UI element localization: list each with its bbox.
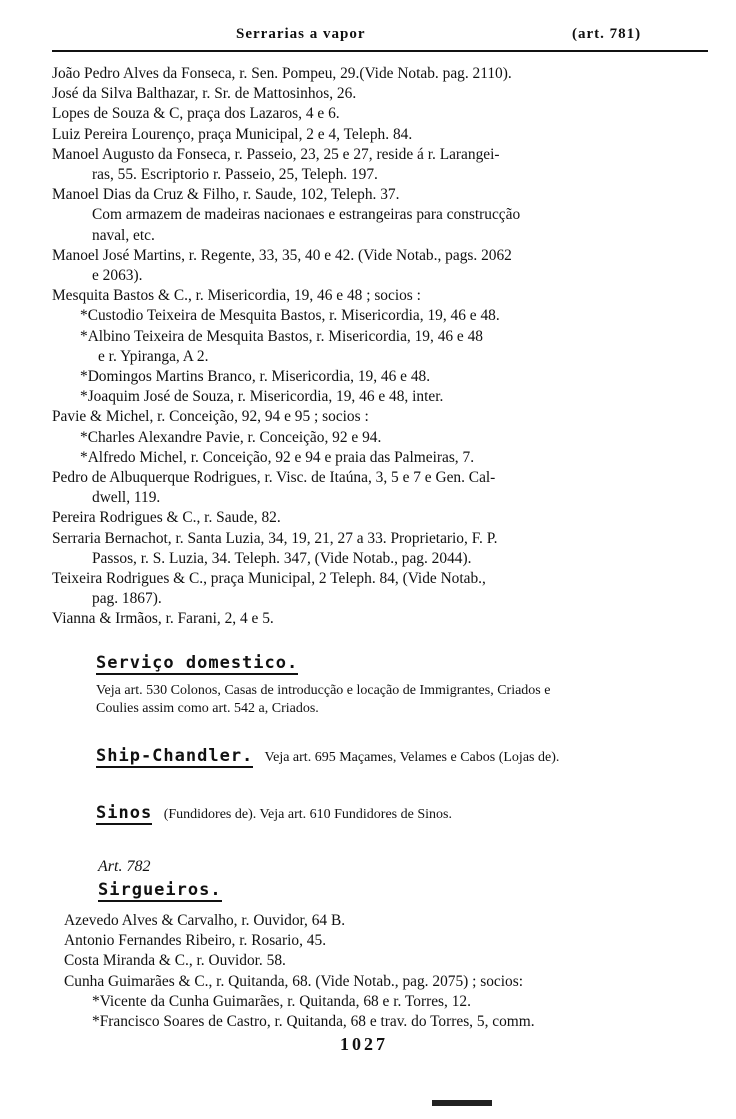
list-item: Manoel Augusto da Fonseca, r. Passeio, 23, 25 e 27, reside á r. Larangei- <box>52 145 500 163</box>
list-item: Vianna & Irmãos, r. Farani, 2, 4 e 5. <box>52 610 274 628</box>
list-item: Azevedo Alves & Carvalho, r. Ouvidor, 64 B. <box>64 912 346 929</box>
section-ship-chandler <box>96 746 559 768</box>
list-item-continuation: Passos, r. S. Luzia, 34. Teleph. 347, (Vide Notab., pag. 2044). <box>92 549 472 567</box>
list-item: Teixeira Rodrigues & C., praça Municipal, 2 Teleph. 84, (Vide Notab., <box>52 570 486 588</box>
partner-item: *Albino Teixeira de Mesquita Bastos, r. Misericordia, 19, 46 e 48 <box>80 327 483 345</box>
section-title: Serviço domestico. <box>96 653 299 673</box>
running-header-title: Serrarias a vapor <box>236 26 366 42</box>
cross-reference: Veja art. 695 Maçames, Velames e Cabos (Lojas de). <box>264 750 560 765</box>
partner-item: *Francisco Soares de Castro, r. Quitanda, 68 e trav. do Torres, 5, comm. <box>92 1013 535 1031</box>
list-item: Antonio Fernandes Ribeiro, r. Rosario, 45. <box>64 932 327 950</box>
list-item: Pedro de Albuquerque Rodrigues, r. Visc. de Itaúna, 3, 5 e 7 e Gen. Cal- <box>52 469 496 487</box>
section-servico-body <box>96 682 550 718</box>
partner-item: *Charles Alexandre Pavie, r. Conceição, 92 e 94. <box>80 428 382 446</box>
list-item: Lopes de Souza & C, praça dos Lazaros, 4 e 6. <box>52 105 340 123</box>
section-title: Ship-Chandler. <box>96 746 254 766</box>
list-item: João Pedro Alves da Fonseca, r. Sen. Pompeu, 29.(Vide Notab. pag. 2110). <box>52 65 512 82</box>
running-header-article: (art. 781) <box>572 26 642 42</box>
list-item: Costa Miranda & C., r. Ouvidor. 58. <box>64 952 286 970</box>
page-number: 1027 <box>340 1034 388 1054</box>
article-number: Art. 782 <box>98 858 151 875</box>
list-item: Pavie & Michel, r. Conceição, 92, 94 e 95 ; socios : <box>52 408 369 426</box>
partner-item: *Domingos Martins Branco, r. Misericordia, 19, 46 e 48. <box>80 368 431 386</box>
list-item-continuation: pag. 1867). <box>92 590 162 608</box>
serrarias-list <box>52 64 712 630</box>
sirgueiros-list <box>64 911 714 1032</box>
section-servico-domestico <box>96 653 298 675</box>
list-item: Serraria Bernachot, r. Santa Luzia, 34, 19, 21, 27 a 33. Proprietario, F. P. <box>52 529 498 547</box>
list-item-continuation: dwell, 119. <box>92 489 161 507</box>
list-item-continuation: e 2063). <box>92 267 143 285</box>
list-item: Pereira Rodrigues & C., r. Saude, 82. <box>52 509 281 527</box>
cross-reference-line: Coulies assim como art. 542 a, Criados. <box>96 701 319 716</box>
list-item: Manoel Dias da Cruz & Filho, r. Saude, 102, Teleph. 37. <box>52 186 400 204</box>
list-item: Cunha Guimarães & C., r. Quitanda, 68. (Vide Notab., pag. 2075) ; socios: <box>64 972 524 990</box>
partner-item: *Joaquim José de Souza, r. Misericordia, 19, 46 e 48, inter. <box>80 388 444 406</box>
section-title: Sinos <box>96 803 153 823</box>
printer-ornament <box>432 1100 492 1106</box>
list-item-note: Com armazem de madeiras nacionaes e estrangeiras para construcção <box>92 206 521 224</box>
partner-item: *Alfredo Michel, r. Conceição, 92 e 94 e praia das Palmeiras, 7. <box>80 448 475 466</box>
partner-item: *Vicente da Cunha Guimarães, r. Quitanda, 68 e r. Torres, 12. <box>92 992 471 1010</box>
section-sinos <box>96 803 452 825</box>
list-item-continuation: ras, 55. Escriptorio r. Passeio, 25, Teleph. 197. <box>92 166 378 184</box>
list-item: Luiz Pereira Lourenço, praça Municipal, 2 e 4, Teleph. 84. <box>52 125 413 143</box>
cross-reference: (Fundidores de). Veja art. 610 Fundidores de Sinos. <box>163 807 452 822</box>
section-title: Sirgueiros. <box>98 880 222 900</box>
list-item: Mesquita Bastos & C., r. Misericordia, 19, 46 e 48 ; socios : <box>52 287 421 305</box>
list-item: José da Silva Balthazar, r. Sr. de Mattosinhos, 26. <box>52 85 357 103</box>
list-item-continuation: naval, etc. <box>92 226 155 244</box>
section-sirgueiros <box>98 880 222 902</box>
header-rule <box>52 50 708 52</box>
list-item: Manoel José Martins, r. Regente, 33, 35, 40 e 42. (Vide Notab., pags. 2062 <box>52 246 512 264</box>
partner-item: *Custodio Teixeira de Mesquita Bastos, r. Misericordia, 19, 46 e 48. <box>80 307 500 325</box>
partner-item-continuation: e r. Ypiranga, A 2. <box>98 347 209 365</box>
cross-reference-line: Veja art. 530 Colonos, Casas de introducção e locação de Immigrantes, Criados e <box>96 683 551 698</box>
